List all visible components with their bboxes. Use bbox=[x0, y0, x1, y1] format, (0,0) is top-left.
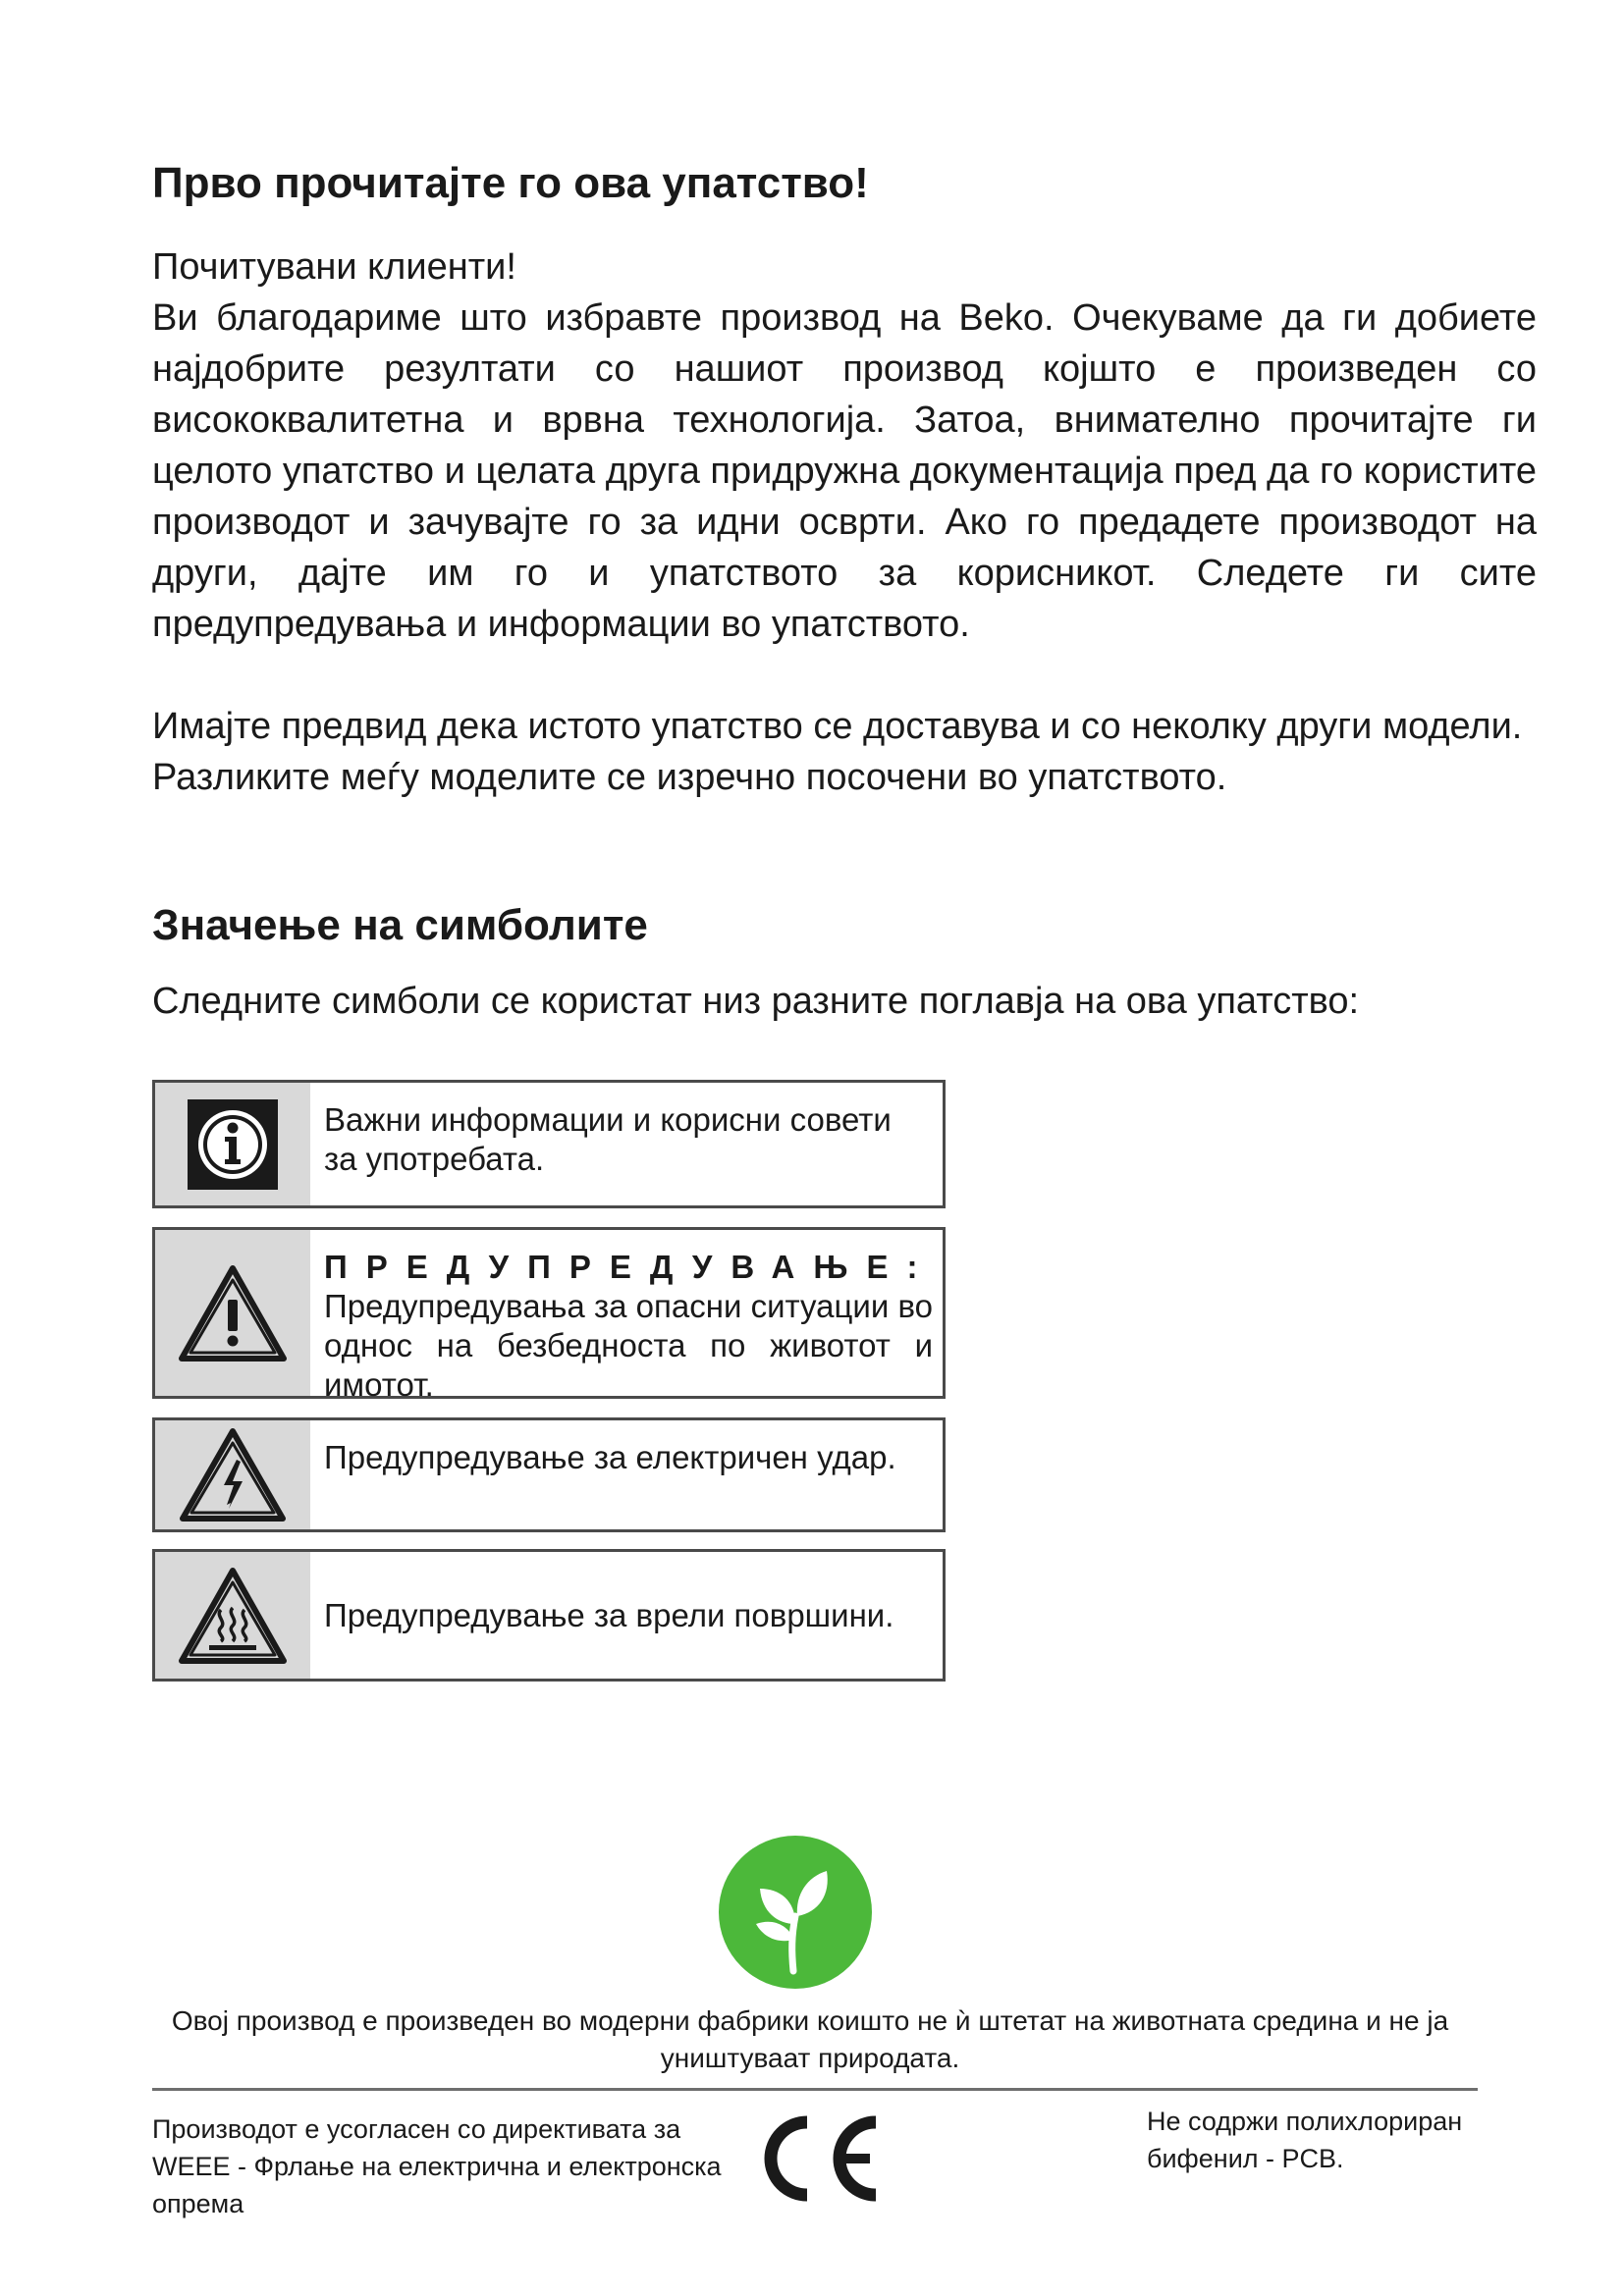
ce-mark-icon bbox=[750, 2110, 888, 2207]
symbol-text-warning bbox=[310, 1230, 937, 1403]
electric-shock-icon bbox=[155, 1420, 310, 1529]
warning-label: ПРЕДУПРЕДУВАЊЕ: bbox=[324, 1249, 937, 1285]
symbol-row-warning bbox=[152, 1227, 946, 1403]
weee-statement: Производот е усогласен со директивата за WEEE - Фрлање на електрична и електронска опрема bbox=[152, 2114, 722, 2218]
info-icon bbox=[155, 1083, 310, 1205]
greeting: Почитувани клиенти! bbox=[152, 246, 516, 288]
symbols-heading: Значење на симболите bbox=[152, 901, 648, 949]
symbols-intro: Следните симболи се користат низ разните поглавја на ова упатство: bbox=[152, 981, 1360, 1022]
warning-description: Предупредувања за опасни ситуации во однос на безбедноста по животот и имотот. bbox=[324, 1288, 933, 1403]
symbol-text-info: Важни информации и корисни совети за употребата. bbox=[324, 1101, 892, 1177]
page-title: Прво прочитајте го ова упатство! bbox=[152, 159, 869, 207]
symbol-row-hot-surface bbox=[152, 1549, 946, 1682]
symbol-text-electric: Предупредување за електричен удар. bbox=[324, 1439, 896, 1475]
hot-surface-icon bbox=[155, 1552, 310, 1679]
warning-icon bbox=[155, 1230, 310, 1396]
footer-divider bbox=[152, 2088, 1478, 2091]
pcb-statement: Не содржи полихлориран бифенил - PCB. bbox=[1147, 2107, 1463, 2173]
symbol-row-info bbox=[152, 1080, 946, 1208]
intro-paragraph: Ви благодариме што избравте производ на Beko. Очекуваме да ги добиете најдобрите резултати со нашиот производ којшто е произведен со висококвалитетна и врвна технологија. Затоа, внимателно прочитајте ги целото упатство и целата друга придружна документација пред да го користите производот и зачувајте го за идни осврти. Ако го предадете производот на други, дајте им го и упатството за корисникот. Следете ги сите предупредувања и информации во упатството. bbox=[152, 297, 1537, 645]
symbol-row-electric bbox=[152, 1417, 946, 1532]
symbol-text-hot-surface: Предупредување за врели површини. bbox=[324, 1596, 894, 1633]
eco-leaf-icon bbox=[717, 1834, 874, 1991]
models-note: Имајте предвид дека истото упатство се доставува и со неколку други модели. Разликите меѓу моделите се изречно посочени во упатството. bbox=[152, 706, 1523, 798]
eco-statement: Овој производ е произведен во модерни фабрики коишто не ѝ штетат на животната средина и не ја уништуваат природата. bbox=[171, 2005, 1449, 2073]
